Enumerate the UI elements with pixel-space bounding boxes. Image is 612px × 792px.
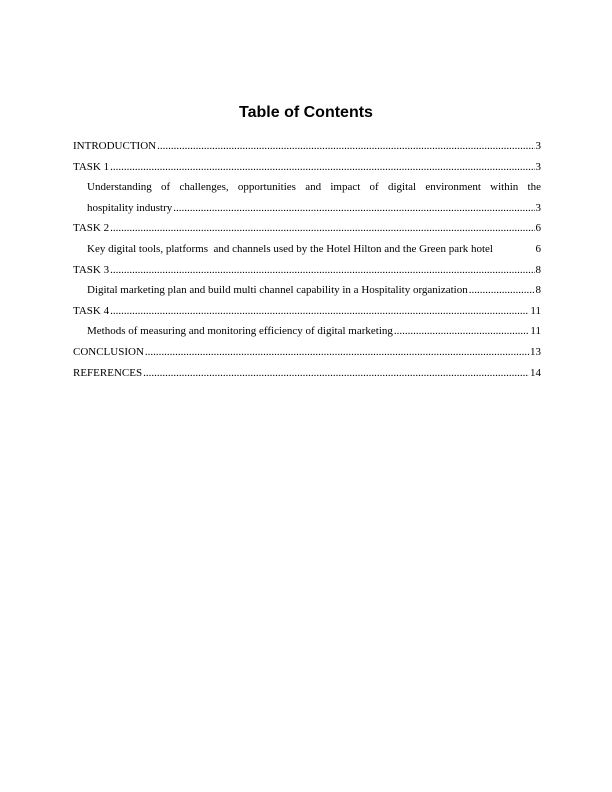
toc-entry-label: Methods of measuring and monitoring efficiency of digital marketing — [87, 325, 393, 338]
toc-entry-page: 13 — [530, 345, 541, 358]
toc-entry-introduction[interactable] — [73, 136, 541, 157]
toc-title: Table of Contents — [239, 104, 373, 121]
toc-entry-conclusion[interactable] — [73, 342, 541, 363]
toc-leader-dots — [143, 363, 529, 384]
toc-entry-page: 6 — [535, 222, 541, 235]
toc-leader-dots — [469, 280, 535, 301]
toc-entry-page: 8 — [535, 263, 541, 276]
toc-entry-label: TASK 2 — [73, 222, 110, 235]
toc-leader-dots — [110, 157, 534, 178]
toc-entry-label: TASK 3 — [73, 263, 110, 276]
toc-entry-task-1[interactable] — [73, 157, 541, 178]
toc-leader-dots — [110, 218, 534, 239]
toc-entry-page: 6 — [535, 242, 541, 255]
toc-entry-label: TASK 4 — [73, 304, 110, 317]
toc-entry-digital-marketing-plan[interactable] — [73, 280, 541, 301]
toc-entry-task-2[interactable] — [73, 218, 541, 239]
toc-entry-label: Digital marketing plan and build multi channel capability in a Hospitality organization — [87, 284, 468, 297]
toc-entry-page: 3 — [535, 201, 541, 214]
toc-leader-dots — [110, 301, 529, 322]
toc-leader-dots — [110, 260, 534, 281]
toc-entry-label: TASK 1 — [73, 160, 110, 173]
toc-leader-dots — [173, 198, 534, 219]
toc-entry-key-digital-tools[interactable] — [73, 239, 541, 260]
toc-entry-methods-measuring[interactable] — [73, 321, 541, 342]
toc-entry-page: 8 — [535, 284, 541, 297]
toc-entry-label: Key digital tools, platforms and channels used by the Hotel Hilton and the Green park hotel — [87, 242, 493, 255]
toc-entry-understanding-challenges[interactable] — [73, 177, 541, 218]
toc-entry-label: INTRODUCTION — [73, 140, 157, 152]
toc-entry-label: CONCLUSION — [73, 345, 144, 358]
toc-entry-page: 11 — [530, 325, 541, 338]
table-of-contents — [73, 136, 541, 383]
toc-leader-dots — [394, 321, 530, 342]
toc-entry-page: 14 — [530, 366, 541, 379]
toc-leader-dots — [145, 342, 529, 363]
toc-entry-page: 11 — [530, 304, 541, 317]
toc-entry-page: 3 — [535, 160, 541, 173]
toc-entry-label-line1: Understanding of challenges, opportunities and impact of digital environment within the — [87, 181, 541, 194]
toc-entry-label-line2: hospitality industry — [87, 201, 173, 214]
toc-entry-page: 3 — [535, 140, 541, 152]
toc-entry-line2 — [87, 198, 541, 219]
toc-leader-dots — [157, 136, 534, 157]
toc-entry-label: REFERENCES — [73, 366, 143, 379]
toc-entry-references[interactable] — [73, 363, 541, 384]
toc-entry-task-4[interactable] — [73, 301, 541, 322]
toc-entry-task-3[interactable] — [73, 260, 541, 281]
